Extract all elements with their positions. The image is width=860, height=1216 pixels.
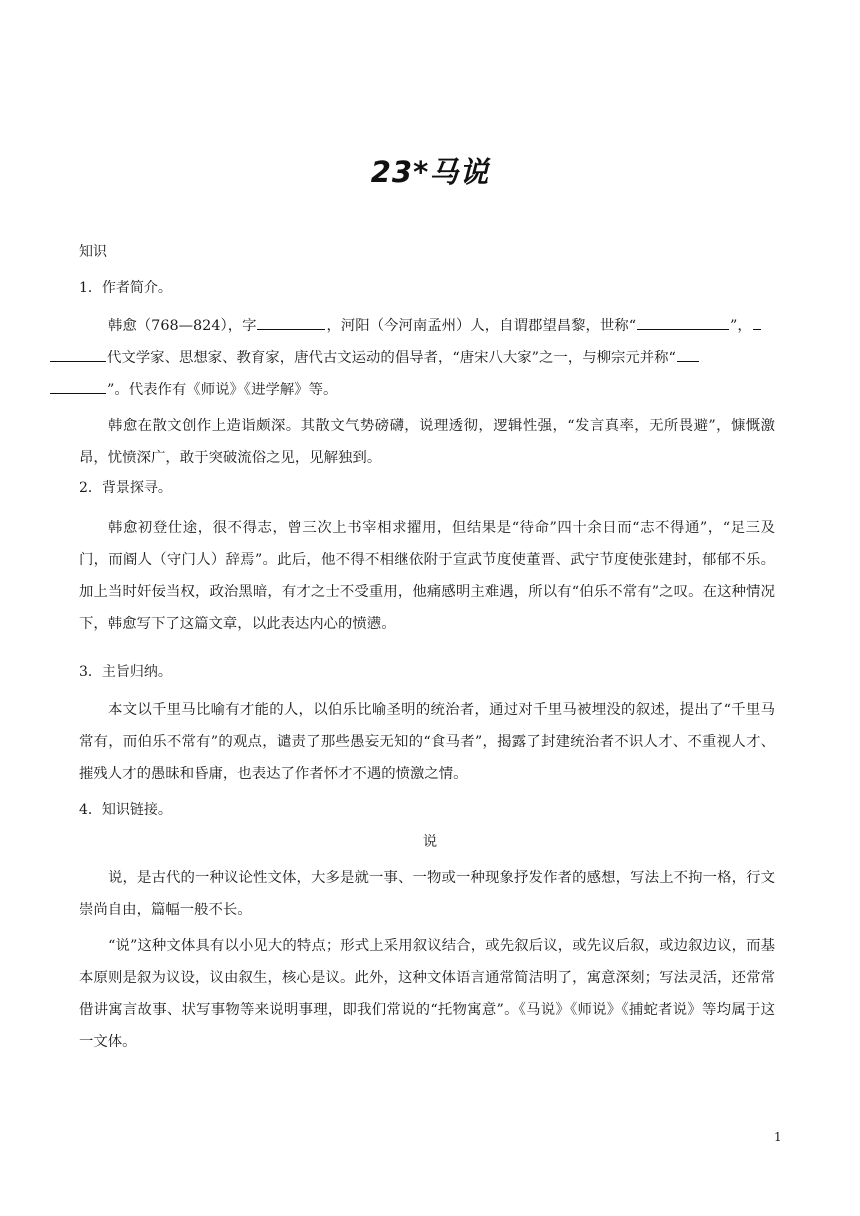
fill-blank (677, 360, 699, 362)
fill-blank (637, 328, 729, 330)
item1-heading: 1．作者简介。 (79, 280, 172, 296)
item3-heading: 3．主旨归纳。 (79, 664, 172, 680)
page-title: 23*马说 (370, 155, 490, 189)
item2-heading: 2．背景探寻。 (79, 480, 172, 496)
author-style-paragraph: 韩愈在散文创作上造诣颇深。其散文气势磅礴，说理透彻，逻辑性强，“发言真率，无所畏避”，慷慨激昂，忧愤深广，敢于突破流俗之见，见解独到。 (79, 418, 775, 466)
text-segment: ”， (730, 318, 752, 334)
shuo-features-paragraph: “说”这种文体具有以小见大的特点；形式上采用叙议结合，或先叙后议，或先议后叙，或边叙边议，而基本原则是叙为议设，议由叙生，核心是议。此外，这种文体语言通常简洁明了，寓意深刻；写法灵活，还常常借讲寓言故事、状写事物等来说明事理，即我们常说的“托物寓意”。《马说》《师说》《捕蛇者说》等均属于这一文体。 (79, 938, 775, 1050)
text-segment: ，河阳（今河南孟州）人，自谓郡望昌黎，世称“ (326, 318, 637, 334)
fill-blank (257, 328, 325, 330)
text-segment: 韩愈（768—824），字 (108, 318, 257, 334)
knowledge-label: 知识 (79, 244, 107, 260)
text-segment: ”。代表作有《师说》《进学解》等。 (107, 382, 338, 398)
background-paragraph: 韩愈初登仕途，很不得志，曾三次上书宰相求擢用，但结果是“待命”四十余日而“志不得通”，“足三及门，而阍人（守门人）辞焉”。此后，他不得不相继依附于宣武节度使董晋、武宁节度使张建封，郁郁不乐。加上当时奸佞当权，政治黑暗，有才之士不受重用，他痛感明主难遇，所以有“伯乐不常有”之叹。在这种情况下，韩愈写下了这篇文章，以此表达内心的愤懑。 (79, 520, 775, 632)
fill-blank (50, 360, 106, 362)
fill-blank (50, 392, 106, 394)
fill-blank (753, 328, 761, 330)
shuo-definition-paragraph: 说，是古代的一种议论性文体，大多是就一事、一物或一种现象抒发作者的感想，写法上不拘一格，行文崇尚自由，篇幅一般不长。 (79, 870, 775, 918)
item4-heading: 4．知识链接。 (79, 802, 172, 818)
theme-paragraph: 本文以千里马比喻有才能的人，以伯乐比喻圣明的统治者，通过对千里马被埋没的叙述，提出了“千里马常有，而伯乐不常有”的观点，谴责了那些愚妄无知的“食马者”，揭露了封建统治者不识人才、不重视人才、摧残人才的愚昧和昏庸，也表达了作者怀才不遇的愤激之情。 (79, 702, 775, 782)
page-number: 1 (774, 1130, 782, 1144)
author-intro-paragraph (79, 310, 775, 406)
knowledge-link-subheading: 说 (422, 834, 438, 850)
text-segment: 代文学家、思想家、教育家，唐代古文运动的倡导者，“唐宋八大家”之一，与柳宗元并称“ (107, 350, 676, 366)
